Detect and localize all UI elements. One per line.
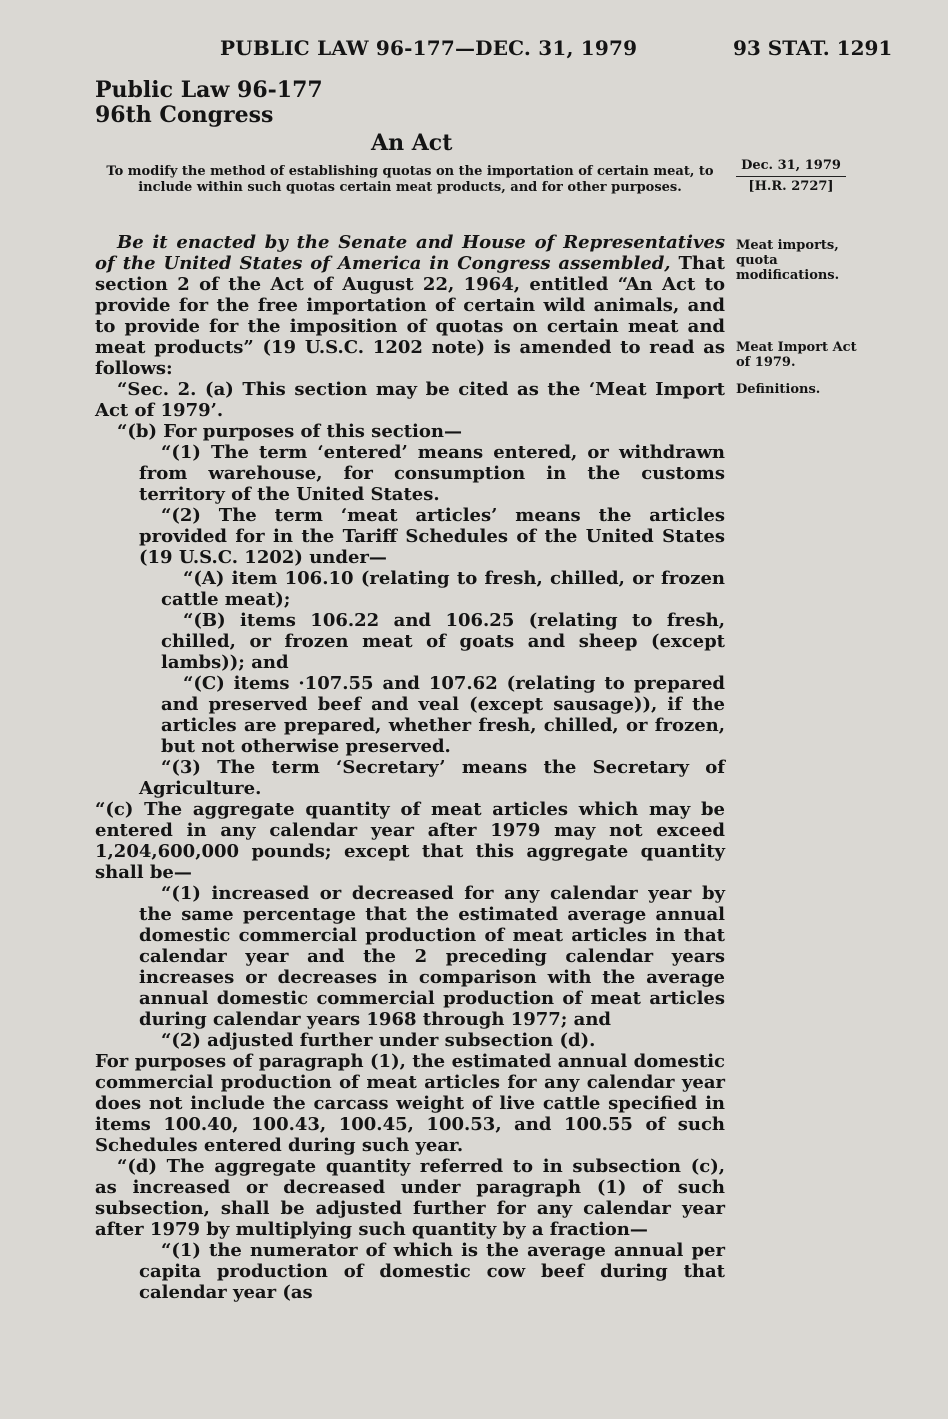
subparagraph-bC: “(C) items ·107.55 and 107.62 (relating to prepared and preserved beef and veal (except sausage)), if the articles are prepared, whether fresh, chilled, or frozen, but not otherwise preserved. [161, 673, 725, 757]
enacting-rest: That section 2 of the Act of August 22, 1964, entitled “An Act to provide for the free importation of certain wild animals, and to provide for the imposition of quotas on certain meat and meat products” (19 U.S.C. 1202 note) is amended to read as follows: [95, 253, 725, 379]
paragraph-c2: “(2) adjusted further under subsection (d). [161, 1030, 596, 1051]
paragraph-b3: “(3) The term ‘Secretary’ means the Secretary of Agriculture. [139, 757, 725, 799]
sidenote-line: modifications. [736, 268, 840, 283]
paragraph-b2: “(2) The term ‘meat articles’ means the articles provided for in the Tariff Schedules of the United States (19 U.S.C. 1202) under— [139, 505, 725, 568]
sidenote-line: of 1979. [736, 355, 796, 370]
subsection-c-tail: For purposes of paragraph (1), the estimated annual domestic commercial production of meat articles for any calendar year does not include the carcass weight of live cattle specified in items 100.40, 100.43, 100.45, 100.53, and 100.55 of such Schedules entered during such year. [95, 1051, 725, 1156]
running-header [0, 36, 948, 70]
enacting-italic: Be it enacted by the Senate and House of Representatives of the United States of America in Congress assembled, [95, 232, 725, 274]
sidenote-meat-imports [736, 238, 839, 283]
purpose-line-2: include within such quotas certain meat products, and for other purposes. [138, 180, 682, 195]
subparagraph-bA: “(A) item 106.10 (relating to fresh, chilled, or frozen cattle meat); [161, 568, 725, 610]
sidenote-divider [736, 176, 846, 177]
sidenote-definitions: Definitions. [736, 382, 821, 397]
purpose-line-1: To modify the method of establishing quotas on the importation of certain meat, to [106, 164, 714, 179]
sidenote-date-block [736, 158, 846, 194]
sidenote-meat-import-act [736, 340, 857, 370]
sidenote-bill: [H.R. 2727] [748, 179, 834, 194]
act-heading: An Act [371, 130, 453, 156]
statute-page-number: 93 STAT. 1291 [733, 36, 893, 60]
subsection-d: “(d) The aggregate quantity referred to in subsection (c), as increased or decreased under paragraph (1) of such subsection, shall be adjusted further for any calendar year after 1979 by multiplying such quantity by a fraction— [95, 1156, 725, 1240]
subsection-b: “(b) For purposes of this section— [117, 421, 462, 442]
sidenote-line: Meat imports, [736, 238, 839, 253]
paragraph-d1: “(1) the numerator of which is the average annual per capita production of domestic cow beef during that calendar year (as [139, 1240, 725, 1303]
act-purpose [95, 164, 725, 196]
sidenote-line: quota [736, 253, 778, 268]
public-law-number: Public Law 96-177 [95, 77, 323, 103]
header-title: PUBLIC LAW 96-177—DEC. 31, 1979 [220, 36, 638, 60]
subparagraph-bB: “(B) items 106.22 and 106.25 (relating to fresh, chilled, or frozen meat of goats and sheep (except lambs)); and [161, 610, 725, 673]
subsection-c: “(c) The aggregate quantity of meat articles which may be entered in any calendar year after 1979 may not exceed 1,204,600,000 pounds; except that this aggregate quantity shall be— [95, 799, 725, 883]
congress-label: 96th Congress [95, 102, 274, 128]
law-identification [95, 78, 323, 128]
sidenote-line: Meat Import Act [736, 340, 857, 355]
act-body [95, 232, 725, 1303]
enacting-clause [95, 232, 725, 379]
section-2a: “Sec. 2. (a) This section may be cited as the ‘Meat Import Act of 1979’. [95, 379, 725, 421]
sidenote-date: Dec. 31, 1979 [741, 158, 841, 173]
paragraph-c1: “(1) increased or decreased for any calendar year by the same percentage that the estimated average annual domestic commercial production of meat articles in that calendar year and the 2 preceding calendar years increases or decreases in comparison with the average annual domestic commercial production of meat articles during calendar years 1968 through 1977; and [139, 883, 725, 1030]
paragraph-b1: “(1) The term ‘entered’ means entered, or withdrawn from warehouse, for consumption in the customs territory of the United States. [139, 442, 725, 505]
